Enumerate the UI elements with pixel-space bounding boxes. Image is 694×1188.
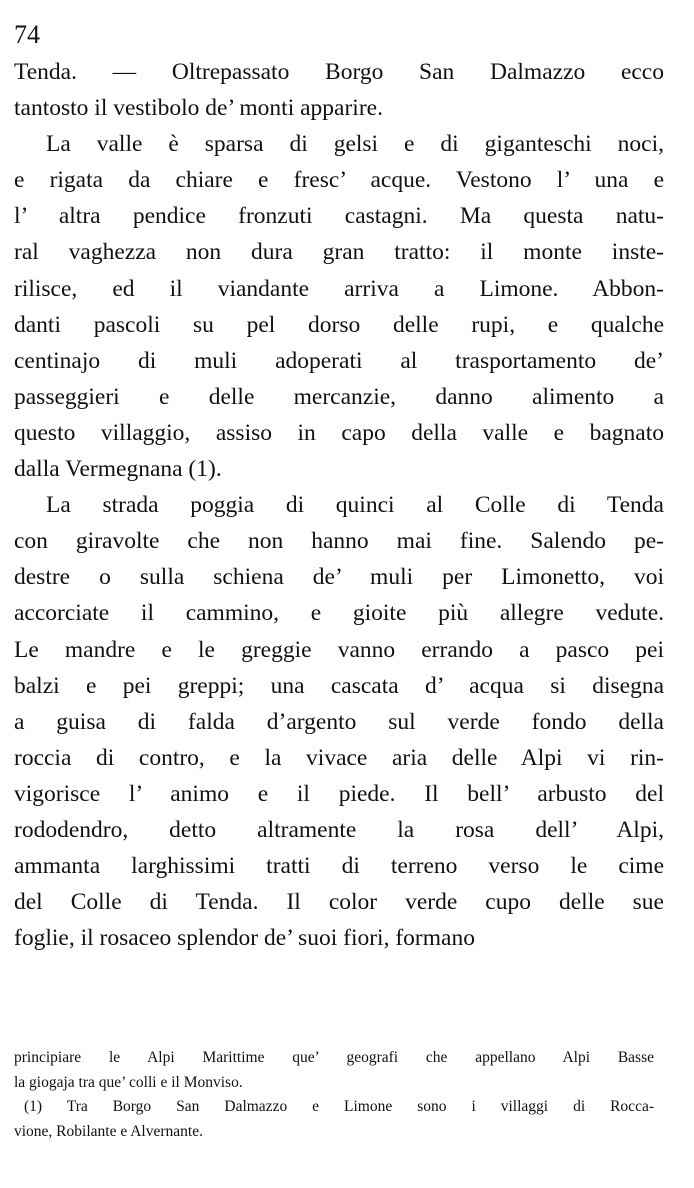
text-line: questo villaggio, assiso in capo della valle e bagnato xyxy=(14,419,664,446)
text-line: danti pascoli su pel dorso delle rupi, e qualche xyxy=(14,311,664,338)
text-line: foglie, il rosaceo splendor de’ suoi fiori, formano xyxy=(14,925,475,952)
paragraph xyxy=(14,54,664,126)
text-line: balzi e pei greppi; una cascata d’ acqua si disegna xyxy=(14,672,664,699)
text-line: passeggieri e delle mercanzie, danno alimento a xyxy=(14,383,664,410)
page-number: 74 xyxy=(14,20,40,49)
main-text xyxy=(14,54,664,956)
text-line: ammanta larghissimi tratti di terreno verso le cime xyxy=(14,853,664,880)
text-line: rododendro, detto altramente la rosa dell’ Alpi, xyxy=(14,816,664,843)
text-line: (1) Tra Borgo San Dalmazzo e Limone sono i villaggi di Rocca- xyxy=(24,1098,654,1115)
text-line: destre o sulla schiena de’ muli per Limonetto, voi xyxy=(14,564,664,591)
text-line: a guisa di falda d’argento sul verde fondo della xyxy=(14,708,664,735)
text-line: dalla Vermegnana (1). xyxy=(14,456,222,483)
text-line: con giravolte che non hanno mai fine. Salendo pe- xyxy=(14,528,664,555)
text-line: principiare le Alpi Marittime que’ geografi che appellano Alpi Basse xyxy=(14,1049,654,1066)
footnote xyxy=(14,1095,654,1144)
footnote xyxy=(14,1046,654,1095)
text-line: ral vaghezza non dura gran tratto: il monte inste- xyxy=(14,239,664,266)
text-line: la giogaja tra que’ colli e il Monviso. xyxy=(14,1073,243,1091)
text-line: Tenda. — Oltrepassato Borgo San Dalmazzo ecco xyxy=(14,59,664,85)
text-line: accorciate il cammino, e gioite più allegre vedute. xyxy=(14,600,664,627)
text-line: rilisce, ed il viandante arriva a Limone. Abbon- xyxy=(14,275,664,302)
text-line: centinajo di muli adoperati al trasportamento de’ xyxy=(14,347,664,374)
text-line: vigorisce l’ animo e il piede. Il bell’ arbusto del xyxy=(14,780,664,807)
text-line: e rigata da chiare e fresc’ acque. Vestono l’ una e xyxy=(14,167,664,194)
text-line: La valle è sparsa di gelsi e di giganteschi noci, xyxy=(46,131,664,158)
text-line: tantosto il vestibolo de’ monti apparire. xyxy=(14,95,383,122)
footnotes xyxy=(14,1046,654,1144)
text-line: roccia di contro, e la vivace aria delle Alpi vi rin- xyxy=(14,744,664,771)
text-line: Le mandre e le greggie vanno errando a pasco pei xyxy=(14,636,664,663)
text-line: La strada poggia di quinci al Colle di Tenda xyxy=(46,492,664,519)
paragraph xyxy=(14,487,664,956)
text-line: l’ altra pendice fronzuti castagni. Ma questa natu- xyxy=(14,203,664,230)
text-line: del Colle di Tenda. Il color verde cupo delle sue xyxy=(14,889,664,916)
paragraph xyxy=(14,126,664,487)
text-line: vione, Robilante e Alvernante. xyxy=(14,1122,203,1140)
